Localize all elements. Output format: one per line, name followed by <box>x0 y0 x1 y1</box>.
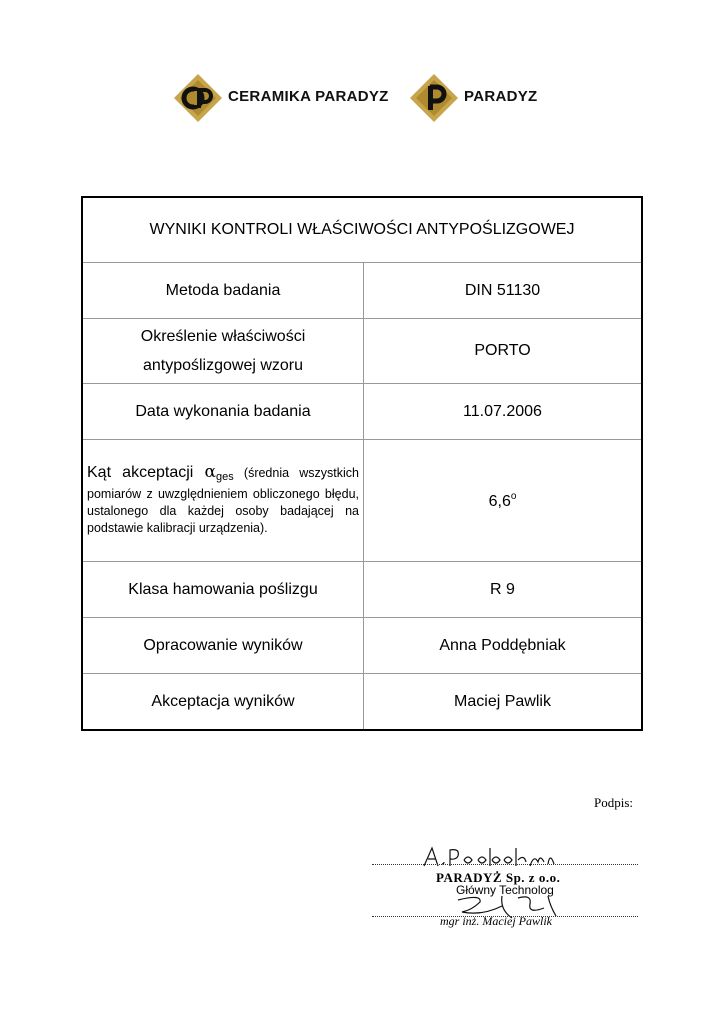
row-value: R 9 <box>364 562 643 618</box>
row-label-angle <box>82 440 364 562</box>
brand-text-2: PARADYZ <box>464 88 538 105</box>
signature-stamp <box>372 840 640 930</box>
angle-rest: pomiarów z uwzględnieniem obliczonego błędu, ustalonego dla każdej osoby badającej na podstawie kalibracji urządzenia). <box>87 487 359 535</box>
degree-superscript: o <box>510 490 517 502</box>
paradyz-logo <box>408 72 548 124</box>
signature-line-top <box>372 864 638 865</box>
table-row <box>82 440 642 562</box>
table-row <box>82 319 642 384</box>
cp-diamond-icon <box>172 72 224 124</box>
row-label: Opracowanie wyników <box>82 618 364 674</box>
ceramika-paradyz-logo <box>172 72 402 124</box>
alpha-symbol: α <box>204 462 216 482</box>
stamp-role: Główny Technolog <box>456 883 554 897</box>
handwritten-signature-top <box>420 844 560 870</box>
alpha-subscript: ges <box>215 471 234 483</box>
stamp-name: mgr inż. Maciej Pawlik <box>440 914 552 928</box>
table-row <box>82 263 642 319</box>
row-value: PORTO <box>364 319 643 384</box>
report-table <box>81 196 643 731</box>
row-value: 11.07.2006 <box>364 384 643 440</box>
row-label: Akceptacja wyników <box>82 674 364 731</box>
podpis-label: Podpis: <box>594 795 634 810</box>
brand-text-1: CERAMIKA PARADYZ <box>228 88 389 105</box>
row-label: Metoda badania <box>82 263 364 319</box>
row-label: Data wykonania badania <box>82 384 364 440</box>
angle-value: 6,6 <box>488 492 511 510</box>
table-row <box>82 562 642 618</box>
stamp-company: PARADYŻ Sp. z o.o. <box>436 870 561 885</box>
row-value: DIN 51130 <box>364 263 643 319</box>
table-row <box>82 618 642 674</box>
angle-description <box>87 464 359 537</box>
angle-main-label: Kąt akceptacji <box>87 464 205 481</box>
row-label <box>82 319 364 384</box>
header-logos <box>172 72 552 124</box>
table-row <box>82 674 642 731</box>
row-label-line: antypoślizgowej wzoru <box>142 357 304 374</box>
table-row <box>82 384 642 440</box>
report-title: WYNIKI KONTROLI WŁAŚCIWOŚCI ANTYPOŚLIZGOWEJ <box>82 197 642 263</box>
row-value: Maciej Pawlik <box>364 674 643 731</box>
row-value: Anna Poddębniak <box>364 618 643 674</box>
row-value <box>364 440 643 562</box>
p-diamond-icon <box>408 72 460 124</box>
row-label: Klasa hamowania poślizgu <box>82 562 364 618</box>
angle-paren-start: (średnia wszystkich <box>233 466 359 480</box>
row-label-line: Określenie właściwości <box>140 328 306 345</box>
